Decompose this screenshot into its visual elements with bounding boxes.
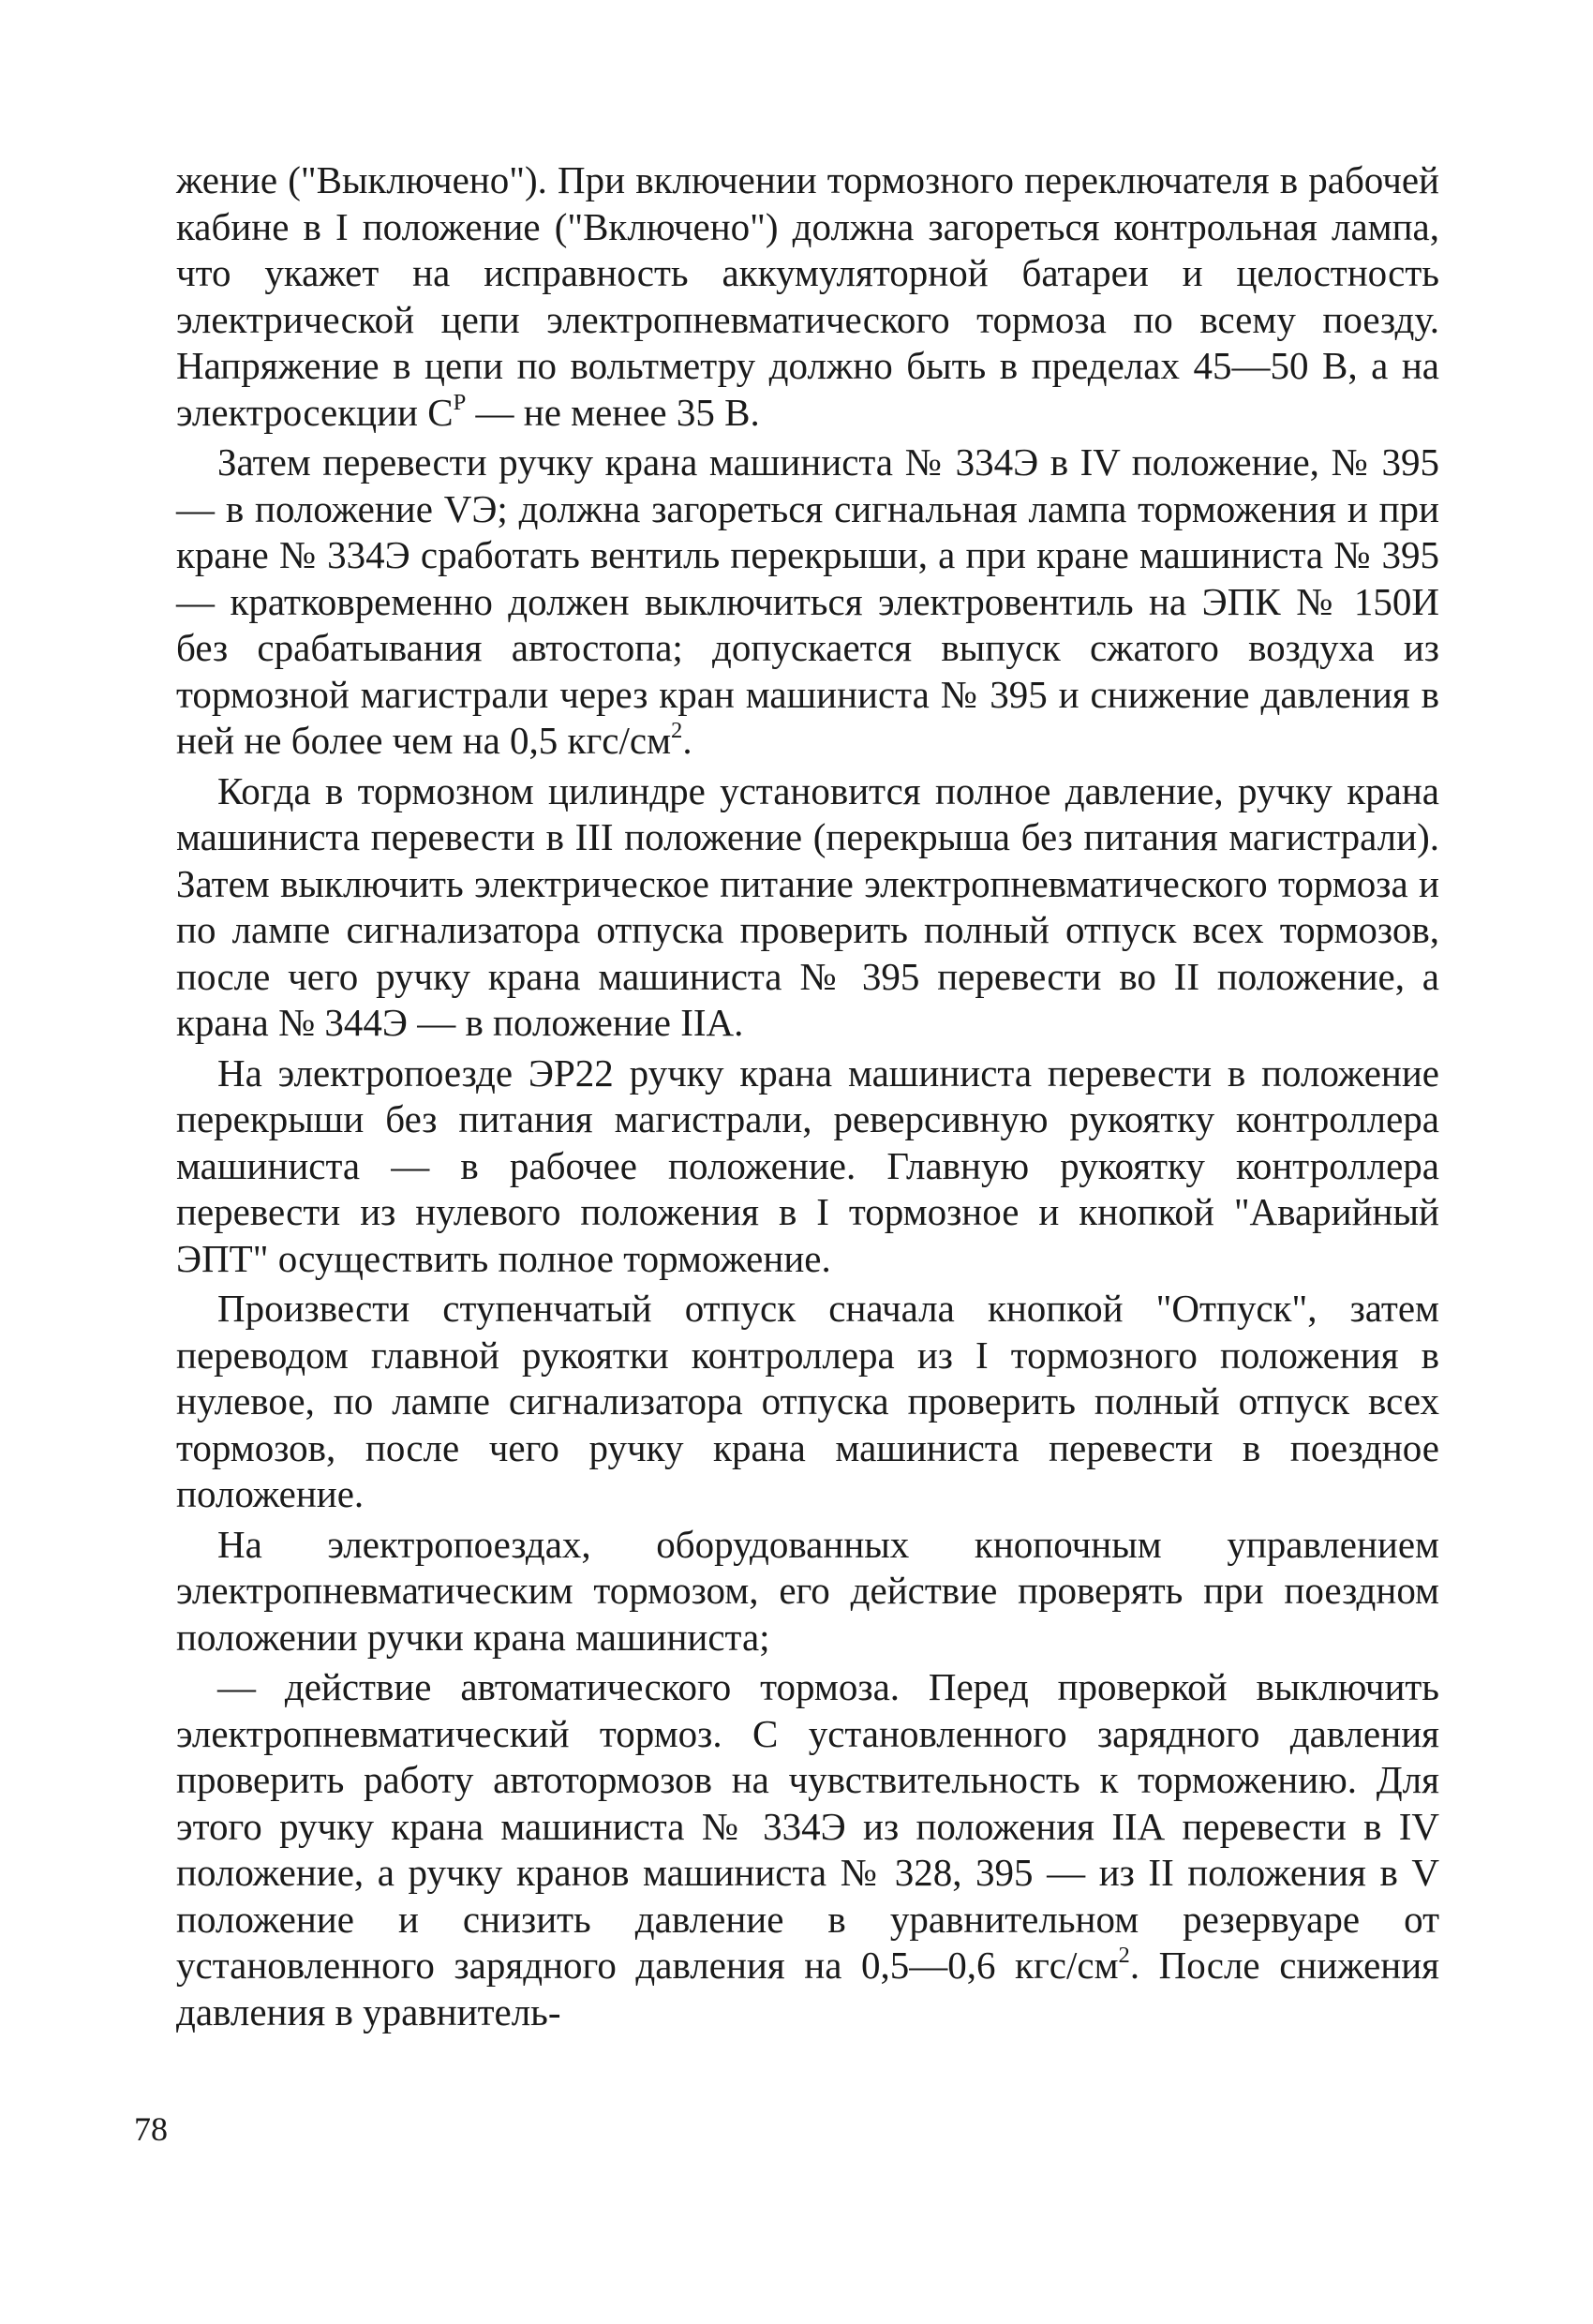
paragraph-2-tail: . [682,719,692,762]
paragraph-2-text: Затем перевести ручку крана машиниста № 334Э в IV положение, № 395 — в положение VЭ; должна загореться сигнальная лампа торможения и при кране № 334Э сработать вентиль перекрыши, а при кране машиниста № 395 — кратковременно должен выключиться электровентиль на ЭПК № 150И без срабатывания автостопа; допускается выпуск сжатого воздуха из тормозной магистрали через кран машиниста № 395 и снижение давления в ней не более чем на 0,5 кгс/см [176,440,1439,762]
superscript-2: 2 [671,717,683,743]
paragraph-5 [176,1286,1439,1518]
paragraph-7-text: — действие автоматического тормоза. Перед проверкой выключить электропневматический тормоз. С установленного зарядного давления проверить работу автотормозов на чувствительность к торможению. Для этого ручку крана машиниста № 334Э из положения IIА перевести в IV положение, а ручку кранов машиниста № 328, 395 — из II положения в V положение и снизить давление в уравнительном резервуаре от установленного зарядного давления на 0,5—0,6 кгс/см [176,1665,1439,1987]
page-body [176,157,1439,2039]
paragraph-1-tail: — не менее 35 В. [466,390,760,434]
superscript-2b: 2 [1118,1942,1130,1968]
paragraph-4 [176,1050,1439,1283]
paragraph-6-text: На электропоездах, оборудованных кнопочным управлением электропневматическим тормозом, его действие проверять при поездном положении ручки крана машиниста; [176,1522,1439,1659]
paragraph-1 [176,157,1439,436]
superscript-r: Р [453,389,467,415]
page-number: 78 [134,2110,168,2148]
paragraph-3 [176,768,1439,1047]
paragraph-5-text: Произвести ступенчатый отпуск сначала кнопкой "Отпуск", затем переводом главной рукоятки контроллера из I тормозного положения в нулевое, по лампе сигнализатора отпуска проверить полный отпуск всех тормозов, после чего ручку крана машиниста перевести в поездное положение. [176,1287,1439,1515]
paragraph-3-text: Когда в тормозном цилиндре установится полное давление, ручку крана машиниста перевести в III положение (перекрыша без питания магистрали). Затем выключить электрическое питание электропневматического тормоза и по лампе сигнализатора отпуска проверить полный отпуск всех тормозов, после чего ручку крана машиниста № 395 перевести во II положение, а крана № 344Э — в положение IIА. [176,768,1439,1044]
paragraph-1-text: жение ("Выключено"). При включении тормозного переключателя в рабочей кабине в I положение ("Включено") должна загореться контрольная лампа, что укажет на исправность аккумуляторной батареи и целостность электрической цепи электропневматического тормоза по всему поезду. Напряжение в цепи по вольтметру должно быть в пределах 45—50 В, а на электросекции С [176,158,1439,434]
paragraph-7-tail: . После снижения давления в уравнитель- [176,1944,1440,2034]
paragraph-7 [176,1664,1439,2035]
paragraph-6 [176,1522,1439,1661]
paragraph-2 [176,439,1439,765]
paragraph-4-text: На электропоезде ЭР22 ручку крана машиниста перевести в положение перекрыши без питания магистрали, реверсивную рукоятку контроллера машиниста — в рабочее положение. Главную рукоятку контроллера перевести из нулевого положения в I тормозное и кнопкой "Аварийный ЭПТ" осуществить полное торможение. [176,1050,1439,1280]
